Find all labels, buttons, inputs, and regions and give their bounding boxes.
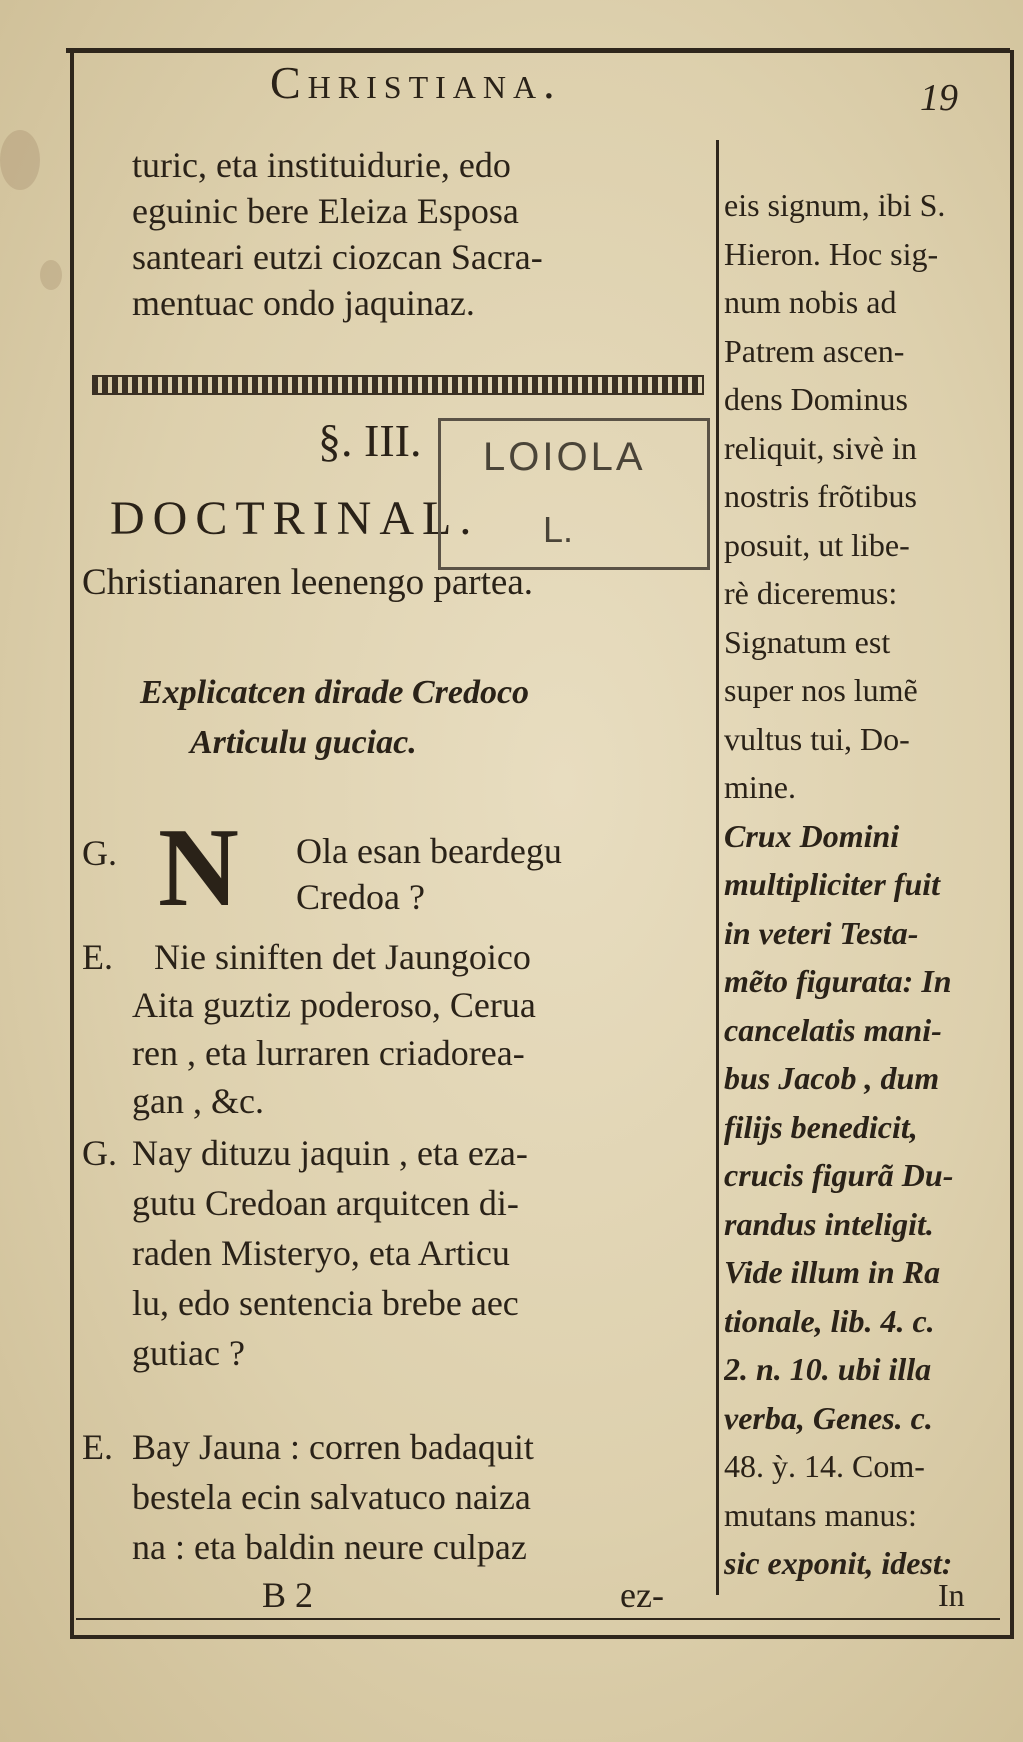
catchword: ez- — [620, 1575, 664, 1615]
marginal-note-line: nostris frõtibus — [724, 478, 917, 514]
marginal-note-line: verba, Genes. c. — [724, 1399, 933, 1436]
stain — [40, 260, 62, 290]
dialog-line: raden Misteryo, eta Articu — [132, 1233, 510, 1273]
dialog-line: lu, edo sentencia brebe aec — [132, 1283, 519, 1323]
marginal-note-line: multipliciter fuit — [724, 866, 941, 902]
section-title: DOCTRINAL. — [110, 492, 480, 545]
marginal-note-line: Crux Domini — [724, 817, 900, 854]
section-caption: Explicatcen dirade Credoco — [140, 674, 530, 711]
dialog-line: Nie siniften det Jaungoico — [154, 937, 531, 977]
marginal-note-line: mutans manus: — [724, 1496, 917, 1533]
main-line: turic, eta instituidurie, edo — [132, 145, 511, 185]
dialog-line: gutu Credoan arquitcen di- — [132, 1183, 519, 1223]
main-line: mentuac ondo jaquinaz. — [132, 283, 475, 323]
page-number: 19 — [920, 77, 958, 119]
marginal-note-line: Signatum est — [724, 623, 891, 660]
stamp-text: L. — [543, 509, 574, 550]
speaker-label: G. — [82, 833, 117, 873]
marginal-note-line: super nos lumẽ — [724, 672, 918, 708]
marginal-note-line: 2. n. 10. ubi illa — [724, 1351, 932, 1387]
marginal-note-line: crucis figurã Du- — [724, 1157, 954, 1193]
marginal-note-line: dens Dominus — [724, 381, 908, 417]
marginal-note-line: cancelatis mani- — [724, 1011, 942, 1048]
marginal-note-line: randus inteligit. — [724, 1205, 934, 1242]
main-line: eguinic bere Eleiza Esposa — [132, 191, 519, 231]
marginal-note-line: filijs benedicit, — [724, 1108, 918, 1145]
side-catchword: In — [938, 1577, 965, 1613]
frame-bottom-rule — [76, 1618, 1000, 1620]
marginal-note-line: tionale, lib. 4. c. — [724, 1302, 935, 1339]
dialog-line: ren , eta lurraren criadorea- — [132, 1033, 525, 1073]
library-stamp — [438, 418, 710, 570]
column-rule — [716, 140, 719, 1595]
stain — [0, 130, 40, 190]
running-head: Christiana. — [270, 57, 562, 108]
speaker-label: E. — [82, 937, 113, 977]
stamp-text: LOIOLA — [483, 435, 646, 479]
dialog-line: na : eta baldin neure culpaz — [132, 1527, 527, 1567]
marginal-note-line: 48. ỳ. 14. Com- — [724, 1448, 925, 1484]
marginal-note-line: reliquit, sivè in — [724, 429, 917, 466]
marginal-note-line: Vide illum in Ra — [724, 1254, 941, 1290]
speaker-label: E. — [82, 1427, 113, 1467]
marginal-note-line: Patrem ascen- — [724, 332, 905, 369]
main-line: santeari eutzi ciozcan Sacra- — [132, 237, 543, 277]
section-number: §. III. — [318, 415, 422, 466]
dialog-line: Ola esan beardegu — [296, 831, 562, 871]
dialog-line: Bay Jauna : corren badaquit — [132, 1427, 534, 1467]
marginal-note-line: vultus tui, Do- — [724, 720, 910, 757]
marginal-note-line: Hieron. Hoc sig- — [724, 235, 939, 272]
marginal-note-line: bus Jacob , dum — [724, 1060, 940, 1096]
marginal-note-line: rè diceremus: — [724, 575, 898, 611]
speaker-label: G. — [82, 1133, 117, 1173]
dialog-line: Credoa ? — [296, 877, 425, 917]
marginal-note-line: sic exponit, idest: — [724, 1545, 953, 1581]
dialog-line: bestela ecin salvatuco naiza — [132, 1477, 531, 1517]
drop-capital: N — [158, 806, 239, 930]
marginal-note-line: in veteri Testa- — [724, 914, 919, 951]
section-subtitle: Christianaren leenengo partea. — [82, 562, 533, 603]
section-caption: Articulu guciac. — [190, 724, 417, 761]
dialog-line: Aita guztiz poderoso, Cerua — [132, 985, 536, 1025]
marginal-note-line: mine. — [724, 769, 796, 805]
ornamental-rule — [92, 375, 704, 395]
dialog-line: gan , &c. — [132, 1081, 264, 1121]
marginal-note-line: mẽto figurata: In — [724, 963, 952, 999]
marginal-note-line: num nobis ad — [724, 284, 897, 320]
dialog-line: gutiac ? — [132, 1333, 245, 1373]
signature-mark: B 2 — [262, 1575, 314, 1615]
dialog-line: Nay dituzu jaquin , eta eza- — [132, 1133, 528, 1173]
marginal-note-line: eis signum, ibi S. — [724, 187, 946, 223]
marginal-note-line: posuit, ut libe- — [724, 526, 910, 563]
